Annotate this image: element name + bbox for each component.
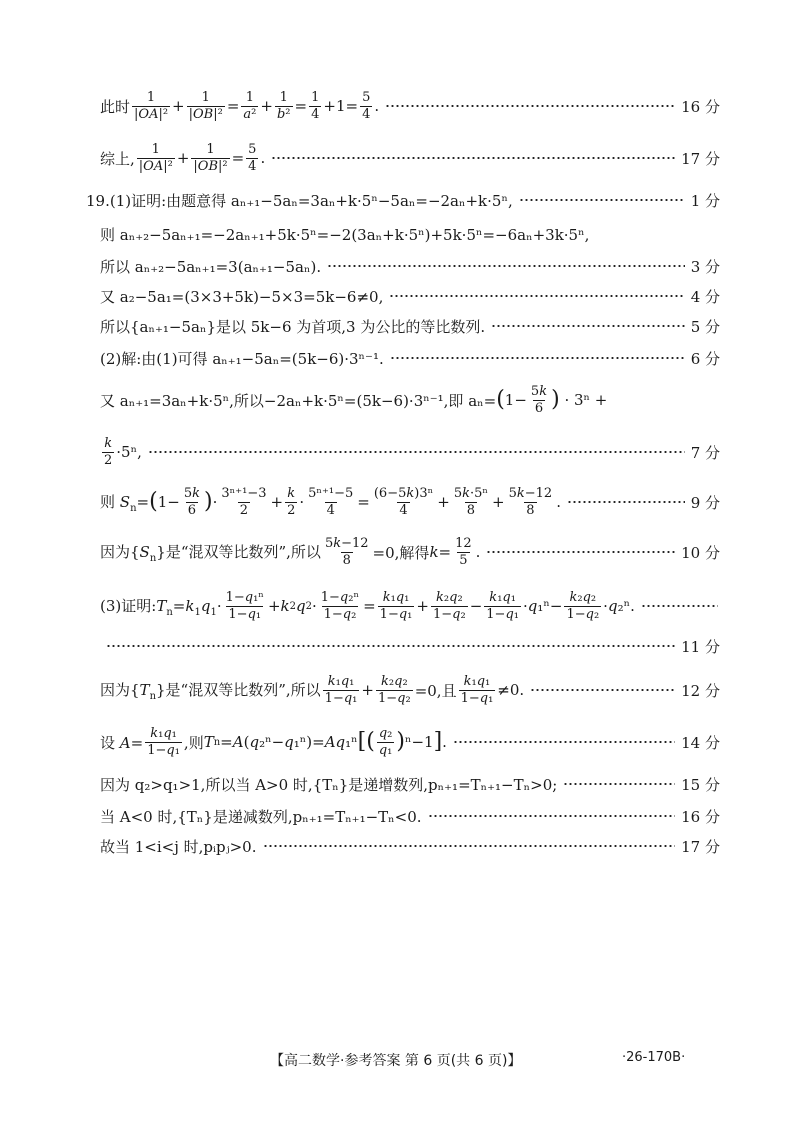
- line-text: 因为 q₂>q₁>1,所以当 A>0 时,{Tₙ}是递增数列,pₙ₊₁=Tₙ₊₁−Tₙ>0;: [100, 775, 558, 794]
- score-label: 7 分: [690, 443, 720, 462]
- score-label: 9 分: [690, 493, 720, 512]
- formula-15: 因为$\{T_n\}$是“混双等比数列”,所以 $\frac{\text{k₁q₁}}{\text{1−q₁}}$ + $\frac{\text{k₂q₂}}{\text{1−q₂}}$ =0,且 $\frac{\text{k₁q₁}}{\text{1−q₁}}$ ≠0.: [100, 673, 525, 706]
- leader-dots: [530, 687, 675, 693]
- formula-2: 综上, $\frac{1}{\text{|OA|²}}$ + $\frac{1}{\text{|OB|²}}$ = $\frac{5}{4}$ .: [100, 141, 266, 174]
- leader-dots: [106, 643, 675, 649]
- answer-line-12: [100, 524, 720, 580]
- line-text: 所以{aₙ₊₁−5aₙ}是以 5k−6 为首项,3 为公比的等比数列.: [100, 317, 486, 336]
- answer-line-16: [100, 714, 720, 770]
- leader-dots: [519, 197, 685, 203]
- answer-line-2: [100, 130, 720, 186]
- leader-dots: [563, 781, 675, 787]
- formula-9: ( 1− $\frac{5k}{6}$ ) · 3ⁿ +: [496, 383, 608, 416]
- leader-dots: [428, 813, 676, 819]
- answer-line-19: [100, 826, 720, 866]
- score-label: 16 分: [681, 807, 720, 826]
- score-label: 17 分: [681, 149, 720, 168]
- answer-line-8: [100, 338, 720, 378]
- line-text: 当 A<0 时,{Tₙ}是递减数列,pₙ₊₁=Tₙ₊₁−Tₙ<0.: [100, 807, 422, 826]
- line-text: 故当 1<i<j 时,pᵢpⱼ>0.: [100, 837, 257, 856]
- leader-dots: [263, 843, 676, 849]
- score-label: 17 分: [681, 837, 720, 856]
- leader-dots: [567, 499, 685, 505]
- page-footer: 【高二数学·参考答案 第 6 页(共 6 页)】: [270, 1053, 522, 1069]
- line-text: 又 aₙ₊₁=3aₙ+k·5ⁿ,所以−2aₙ+k·5ⁿ=(5k−6)·3ⁿ⁻¹,即 aₙ=: [100, 391, 497, 410]
- formula-11: 则 $S_n=$ ( 1− $\frac{5k}{6}$ ) · $\frac{\text{3ⁿ⁺¹−3}}{2}$ + $\frac{k}{2}$ · $\frac{\text{5ⁿ⁺¹−5}}{4}$ = $\frac{\text{(6−5k)3ⁿ}}{4}$ + $\frac{\text{5k·5ⁿ}}{8}$ + $\frac{5k-12}{8}$ .: [100, 485, 561, 518]
- score-label: 4 分: [690, 287, 720, 306]
- score-label: 6 分: [690, 349, 720, 368]
- score-label: 12 分: [681, 681, 720, 700]
- line-text: 则 aₙ₊₂−5aₙ₊₁=−2aₙ₊₁+5k·5ⁿ=−2(3aₙ+k·5ⁿ)+5k·5ⁿ=−6aₙ+3k·5ⁿ,: [100, 225, 590, 244]
- formula-12: 因为$\{S_n\}$是“混双等比数列”,所以 $\frac{5k-12}{8}$ =0,解得 k = $\frac{12}{5}$ .: [100, 535, 481, 568]
- leader-dots: [486, 549, 675, 555]
- leader-dots: [327, 263, 685, 269]
- leader-dots: [385, 103, 675, 109]
- leader-dots: [453, 739, 675, 745]
- leader-dots: [389, 293, 684, 299]
- score-label: 10 分: [681, 543, 720, 562]
- score-label: 5 分: [690, 317, 720, 336]
- line-text: 所以 aₙ₊₂−5aₙ₊₁=3(aₙ₊₁−5aₙ).: [100, 257, 322, 276]
- leader-dots: [271, 155, 675, 161]
- score-label: 14 分: [681, 733, 720, 752]
- line-text: (2)解:由(1)可得 aₙ₊₁−5aₙ=(5k−6)·3ⁿ⁻¹.: [100, 349, 384, 368]
- answer-line-10: [100, 424, 720, 480]
- formula-13: (3)证明$:T_n=k_1q_1\cdot$ $\frac{\text{1−q₁ⁿ}}{\text{1−q₁}}$ + k 2 q 2 · $\frac{\text{1−q₂ⁿ}}{\text{1−q₂}}$ = $\frac{\text{k₁q₁}}{\text{1−q₁}}$ + $\frac{\text{k₂q₂}}{\text{1−q₂}}$ − $\frac{\text{k₁q₁}}{\text{1−q₁}}$ · q ₁ⁿ− $\frac{\text{k₂q₂}}{\text{1−q₂}}$ · q ₂ⁿ.: [100, 589, 635, 622]
- paper-code: ·26-170B·: [622, 1050, 686, 1065]
- score-label: 1 分: [690, 191, 720, 210]
- score-label: 15 分: [681, 775, 720, 794]
- formula-16: 设 A= $\frac{\text{k₁q₁}}{\text{1−q₁}}$ ,则 T n = A ( q ₂ⁿ− q ₁ⁿ)= Aq ₁ⁿ [ ( $\frac{\text{q₂}}{\text{q₁}}$ ) ⁿ−1 ] .: [100, 725, 447, 758]
- leader-dots: [148, 449, 685, 455]
- formula-1: 此时 $\frac{1}{\text{|OA|²}}$ + $\frac{1}{\text{|OB|²}}$ = $\frac{1}{\text{a²}}$ + $\frac{1}{\text{b²}}$ = $\frac{1}{4}$ +1= $\frac{5}{4}$ .: [100, 89, 380, 122]
- answer-line-11: [100, 474, 720, 530]
- score-label: 16 分: [681, 97, 720, 116]
- answer-line-15: [100, 662, 720, 718]
- formula-10: $\frac{k}{2}$ ·5ⁿ,: [104, 435, 142, 468]
- score-label: 3 分: [690, 257, 720, 276]
- answer-line-1: [100, 78, 720, 134]
- leader-dots: [491, 323, 685, 329]
- answer-line-9: [100, 380, 720, 420]
- answer-line-14: [100, 626, 720, 666]
- line-text: 又 a₂−5a₁=(3×3+5k)−5×3=5k−6≠0,: [100, 287, 384, 306]
- leader-dots: [390, 355, 685, 361]
- leader-dots: [641, 603, 718, 609]
- score-label: 11 分: [681, 637, 720, 656]
- line-text: 19.(1)证明:由题意得 aₙ₊₁−5aₙ=3aₙ+k·5ⁿ−5aₙ=−2aₙ+k·5ⁿ,: [86, 191, 513, 210]
